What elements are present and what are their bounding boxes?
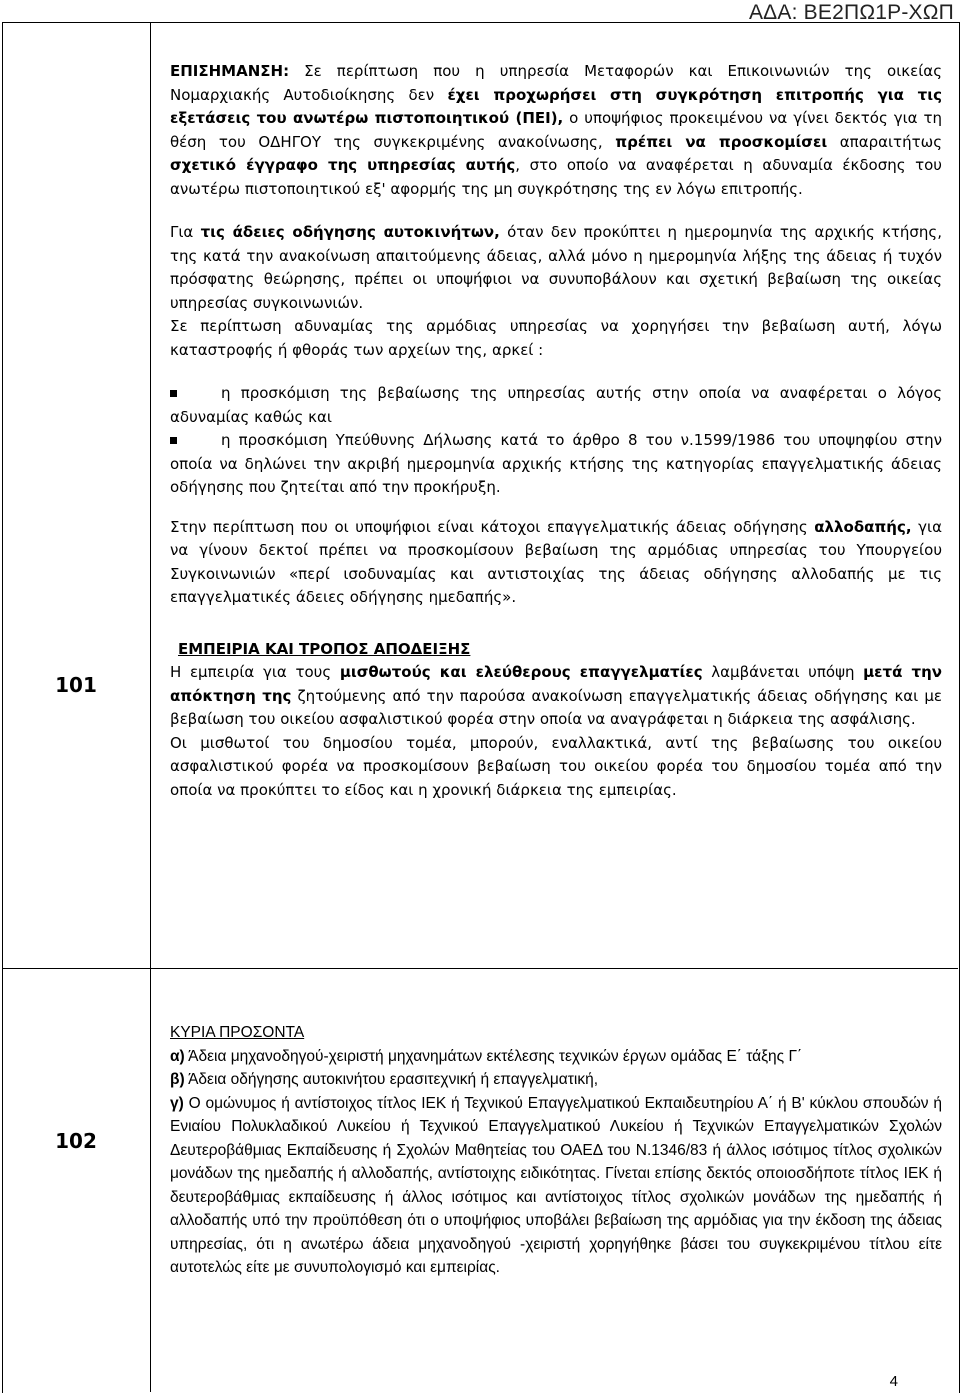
page-number: 4: [889, 1373, 898, 1390]
public-sector-paragraph: Οι μισθωτοί του δημοσίου τομέα, μπορούν, εναλλακτικά, αντί της βεβαίωσης του οικείου ασφαλιστικού φορέα να προσκομίσουν βεβαίωση του οικείου φορέα του δημοσίου τομέα από την οποία να προκύπτει το είδος και η χρονική διάρκεια της εμπειρίας.: [170, 733, 942, 799]
qualification-a: α) Άδεια μηχανοδηγού-χειριστή μηχανημάτων εκτέλεσης τεχνικών έργων ομάδας Ε΄ τάξης Γ΄: [170, 1047, 803, 1065]
experience-heading: ΕΜΠΕΙΡΙΑ ΚΑΙ ΤΡΟΠΟΣ ΑΠΟΔΕΙΞΗΣ: [178, 639, 471, 658]
experience-paragraph: Η εμπειρία για τους μισθωτούς και ελεύθερους επαγγελματίες λαμβάνεται υπόψη μετά την απόκτηση της ζητούμενης από την παρούσα ανακοίνωση επαγγελματικής άδειας οδήγησης και με βεβαίωση του οικείου ασφαλιστικού φορέα στην οποία να αναγράφεται η διάρκεια της ασφάλισης.: [170, 663, 942, 728]
row-101-content: [170, 60, 942, 802]
foreign-license-paragraph: Στην περίπτωση που οι υποψήφιοι είναι κάτοχοι επαγγελματικής άδειας οδήγησης αλλοδαπής, για να γίνουν δεκτοί πρέπει να προσκομίσουν βεβαίωση της αρμόδιας υπηρεσίας του Υπουργείου Συγκοινωνιών «περί ισοδυναμίας και αντιστοιχίας της άδειας οδήγησης αλλοδαπής με τις επαγγελματικές άδειες οδήγησης ημεδαπής».: [170, 517, 942, 606]
bullet-item-1: η προσκόμιση της βεβαίωσης της υπηρεσίας αυτής στην οποία να αναφέρεται ο λόγος αδυναμίας καθώς και: [170, 384, 942, 426]
licenses-paragraph: Για τις άδειες οδήγησης αυτοκινήτων, όταν δεν προκύπτει η ημερομηνία της αρχικής κτήσης, της κατά την ανακοίνωση απαιτούμενης άδειας, αλλά μόνο η ημερομηνία λήξης της άδειας ή τυχόν πρόσφατης θεώρησης, πρέπει οι υποψήφιοι να συνυποβάλουν και σχετική βεβαίωση της οικείας υπηρεσίας συγκοινωνιών.: [170, 223, 942, 312]
main-qualifications-heading: ΚΥΡΙΑ ΠΡΟΣΟΝΤΑ: [170, 1024, 305, 1041]
square-bullet-icon: [170, 437, 177, 444]
inability-paragraph: Σε περίπτωση αδυναμίας της αρμόδιας υπηρεσίας να χορηγήσει την βεβαίωση αυτή, λόγω καταστροφής ή φθοράς των αρχείων της, αρκεί :: [170, 317, 942, 359]
row-number-101: 101: [55, 673, 97, 697]
row-number-102: 102: [55, 1129, 97, 1153]
row-divider: [2, 968, 958, 969]
square-bullet-icon: [170, 390, 177, 397]
bullet-item-2: η προσκόμιση Υπεύθυνης Δήλωσης κατά το άρθρο 8 του ν.1599/1986 του υποψηφίου στην οποία να δηλώνει την ακριβή ημερομηνία αρχικής κτήσης της κατηγορίας επαγγελματικής άδειας οδήγησης που ζητείται από την προκήρυξη.: [170, 431, 942, 496]
notice-paragraph: ΕΠΙΣΗΜΑΝΣΗ: Σε περίπτωση που η υπηρεσία Μεταφορών και Επικοινωνιών της οικείας Νομαρχιακής Αυτοδιοίκησης δεν έχει προχωρήσει στη συγκρότηση επιτροπής για τις εξετάσεις του ανωτέρω πιστοποιητικού (ΠΕΙ), ο υποψήφιος προκειμένου να γίνει δεκτός για τη θέση του ΟΔΗΓΟΥ της συγκεκριμένης ανακοίνωσης, πρέπει να προσκομίσει απαραιτήτως σχετικό έγγραφο της υπηρεσίας αυτής, στο οποίο να αναφέρεται η αδυναμία έκδοσης του ανωτέρω πιστοποιητικού εξ' αφορμής της μη συγκρότησης της εν λόγω επιτροπής.: [170, 62, 942, 198]
qualification-c: γ) Ο ομώνυμος ή αντίστοιχος τίτλος ΙΕΚ ή Τεχνικού Επαγγελματικού Εκπαιδευτηρίου Α΄ ή Β' κύκλου σπουδών ή Ενιαίου Πολυκλαδικού Λυκείου ή Τεχνικού Επαγγελματικού Λυκείου ή Τεχνικών Επαγγελματικών Σχολών Δευτεροβάθμιας Εκπαίδευσης ή Σχολών Μαθητείας του ΟΑΕΔ του Ν.1346/83 ή άλλος ισότιμος τίτλος σχολικών μονάδων της ημεδαπής ή αλλοδαπής, αντίστοιχης ειδικότητας. Γίνεται επίσης δεκτός οποιοσδήποτε τίτλος ΙΕΚ ή δευτεροβάθμιας εκπαίδευσης ή άλλος ισότιμος και αντίστοιχος τίτλος σχολικών μονάδων της ημεδαπής ή αλλοδαπής υπό την προϋπόθεση ότι ο υποψήφιος υποβάλει βεβαίωση της αρμόδιας για την έκδοση της άδειας υπηρεσίας, ότι η ανωτέρω άδεια μηχανοδηγού -χειριστή χορηγήθηκε βάσει του συγκεκριμένου τίτλου είτε αυτοτελώς είτε με συνυπολογισμό και εμπειρίας.: [170, 1094, 942, 1276]
row-102-content: [170, 1021, 942, 1280]
column-divider: [150, 22, 151, 1392]
qualification-b: β) Άδεια οδήγησης αυτοκινήτου ερασιτεχνική ή επαγγελματική,: [170, 1071, 599, 1088]
ada-code: ΑΔΑ: ΒΕ2ΠΩ1Ρ-ΧΩΠ: [748, 1, 954, 24]
